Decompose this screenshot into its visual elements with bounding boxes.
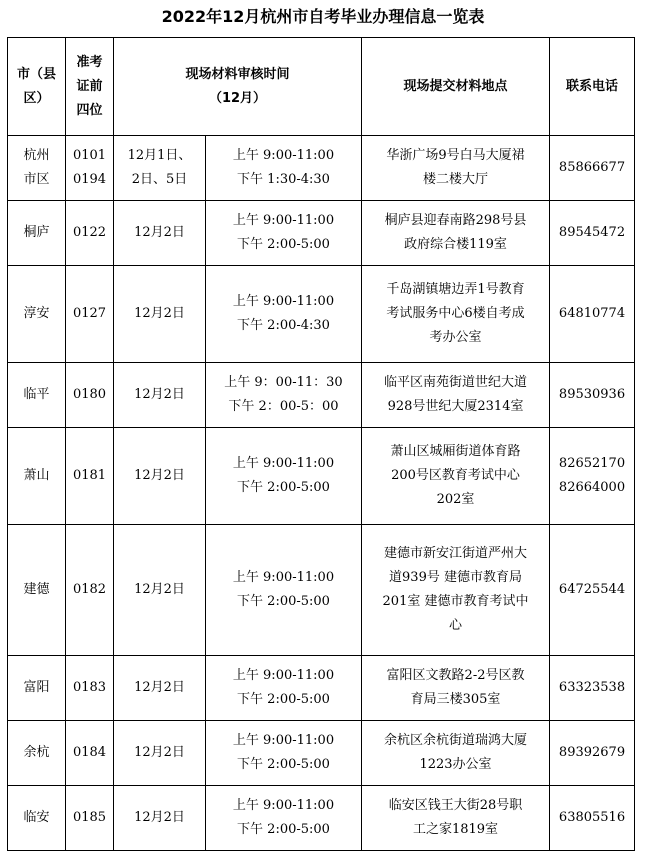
cell-hours	[206, 428, 362, 525]
header-prefix-line: 四位	[76, 102, 103, 118]
cell-city-line: 余杭	[23, 745, 50, 760]
cell-phone-line: 63323538	[558, 680, 626, 695]
cell-hours-line: 上午 9:00-11:00	[232, 148, 335, 163]
cell-prefix-line: 0184	[72, 745, 107, 760]
cell-hours-line: 下午 1:30-4:30	[237, 172, 330, 187]
cell-hours-line: 下午 2:00-5:00	[237, 594, 330, 609]
cell-place-line: 临平区南苑街道世纪大道	[384, 375, 528, 390]
table-row	[8, 786, 635, 851]
table-row	[8, 136, 635, 201]
cell-place-line: 千岛湖镇塘边弄1号教育	[386, 282, 525, 297]
cell-city-line: 淳安	[23, 306, 50, 321]
cell-city	[8, 363, 66, 428]
cell-prefix	[66, 136, 114, 201]
header-prefix	[66, 38, 114, 136]
cell-hours-line: 下午 2:00-4:30	[237, 318, 330, 333]
cell-date-line: 12月2日	[134, 680, 185, 695]
cell-hours-line: 上午 9:00-11:00	[232, 668, 335, 683]
cell-place-line: 临安区钱王大街28号职	[388, 798, 523, 813]
cell-hours-line: 上午 9：00-11：30	[224, 375, 343, 390]
cell-place-line: 华浙广场9号白马大厦裙	[386, 148, 525, 163]
cell-place-line: 楼二楼大厅	[423, 172, 489, 187]
cell-place-line: 1223办公室	[419, 757, 492, 772]
cell-place-line: 心	[449, 618, 463, 633]
cell-phone	[550, 136, 635, 201]
cell-date	[114, 266, 206, 363]
cell-date	[114, 363, 206, 428]
cell-date	[114, 136, 206, 201]
cell-prefix	[66, 428, 114, 525]
cell-city-line: 富阳	[23, 680, 50, 695]
cell-phone-line: 63805516	[558, 810, 626, 825]
header-time-line: （12月）	[208, 90, 267, 106]
cell-date-line: 2日、5日	[131, 172, 188, 187]
cell-date	[114, 428, 206, 525]
cell-date-line: 12月2日	[134, 582, 185, 597]
cell-place-line: 余杭区余杭街道瑞鸿大厦	[384, 733, 528, 748]
cell-prefix-line: 0182	[72, 582, 107, 597]
table-row	[8, 266, 635, 363]
table-row	[8, 721, 635, 786]
cell-place	[362, 201, 550, 266]
cell-date	[114, 201, 206, 266]
cell-prefix-line: 0185	[72, 810, 107, 825]
cell-phone	[550, 428, 635, 525]
header-phone: 联系电话	[550, 38, 635, 136]
table-row	[8, 656, 635, 721]
header-time	[114, 38, 362, 136]
cell-place	[362, 721, 550, 786]
cell-city-line: 临平	[23, 387, 50, 402]
cell-prefix-line: 0181	[72, 468, 107, 483]
cell-place	[362, 363, 550, 428]
cell-phone-line: 82664000	[558, 480, 626, 495]
cell-hours-line: 下午 2:00-5:00	[237, 480, 330, 495]
cell-place-line: 928号世纪大厦2314室	[387, 399, 524, 414]
cell-place-line: 考试服务中心6楼自考成	[386, 306, 525, 321]
cell-city	[8, 721, 66, 786]
cell-phone	[550, 721, 635, 786]
cell-phone	[550, 363, 635, 428]
cell-hours-line: 下午 2：00-5：00	[228, 399, 339, 414]
cell-place-line: 道939号 建德市教育局	[389, 570, 522, 585]
cell-hours	[206, 786, 362, 851]
cell-hours	[206, 721, 362, 786]
cell-date-line: 12月2日	[134, 810, 185, 825]
cell-phone-line: 89545472	[558, 225, 626, 240]
cell-place-line: 200号区教育考试中心	[391, 468, 520, 483]
cell-city	[8, 136, 66, 201]
cell-prefix	[66, 525, 114, 656]
cell-prefix	[66, 363, 114, 428]
cell-hours	[206, 136, 362, 201]
cell-date-line: 12月2日	[134, 468, 185, 483]
cell-hours-line: 上午 9:00-11:00	[232, 570, 335, 585]
cell-phone	[550, 525, 635, 656]
cell-place-line: 201室 建德市教育考试中	[382, 594, 529, 609]
table-row	[8, 428, 635, 525]
cell-hours	[206, 656, 362, 721]
cell-prefix-line: 0101	[72, 148, 107, 163]
page-title: 2022年12月杭州市自考毕业办理信息一览表	[161, 7, 485, 26]
cell-hours	[206, 525, 362, 656]
cell-place-line: 富阳区文教路2-2号区教	[386, 668, 525, 683]
cell-hours-line: 上午 9:00-11:00	[232, 798, 335, 813]
cell-city-line: 市区	[23, 172, 50, 187]
cell-prefix	[66, 201, 114, 266]
cell-city-line: 桐庐	[23, 225, 50, 240]
cell-date	[114, 721, 206, 786]
cell-date-line: 12月2日	[134, 745, 185, 760]
cell-prefix-line: 0122	[72, 225, 107, 240]
cell-prefix	[66, 721, 114, 786]
cell-hours-line: 下午 2:00-5:00	[237, 692, 330, 707]
cell-phone-line: 64810774	[558, 306, 626, 321]
cell-city	[8, 786, 66, 851]
cell-place	[362, 786, 550, 851]
cell-phone-line: 89530936	[558, 387, 626, 402]
cell-place-line: 育局三楼305室	[410, 692, 501, 707]
cell-prefix	[66, 786, 114, 851]
cell-place-line: 建德市新安江街道严州大	[384, 546, 528, 561]
cell-phone	[550, 656, 635, 721]
cell-date	[114, 525, 206, 656]
cell-place	[362, 525, 550, 656]
cell-place-line: 政府综合楼119室	[404, 237, 507, 252]
cell-place-line: 202室	[436, 492, 475, 507]
cell-prefix-line: 0127	[72, 306, 107, 321]
cell-city-line: 杭州	[23, 148, 50, 163]
cell-hours	[206, 266, 362, 363]
cell-hours-line: 上午 9:00-11:00	[232, 294, 335, 309]
cell-city-line: 建德	[23, 582, 50, 597]
cell-phone-line: 89392679	[558, 745, 626, 760]
cell-place	[362, 136, 550, 201]
table-row	[8, 363, 635, 428]
cell-phone-line: 85866677	[558, 160, 626, 175]
info-table	[7, 37, 635, 851]
cell-place	[362, 428, 550, 525]
cell-date	[114, 786, 206, 851]
cell-prefix	[66, 656, 114, 721]
header-row	[8, 38, 635, 136]
cell-prefix-line: 0194	[72, 172, 107, 187]
cell-phone-line: 82652170	[558, 456, 626, 471]
cell-city-line: 萧山	[23, 468, 50, 483]
table-body	[8, 136, 635, 851]
header-place: 现场提交材料地点	[362, 38, 550, 136]
header-city-line: 市（县	[16, 66, 56, 82]
cell-place-line: 考办公室	[429, 330, 482, 345]
cell-place	[362, 266, 550, 363]
cell-city	[8, 266, 66, 363]
cell-prefix-line: 0180	[72, 387, 107, 402]
cell-hours	[206, 201, 362, 266]
cell-phone	[550, 786, 635, 851]
cell-hours-line: 上午 9:00-11:00	[232, 456, 335, 471]
cell-prefix	[66, 266, 114, 363]
cell-phone	[550, 201, 635, 266]
cell-date-line: 12月1日、	[127, 148, 192, 163]
header-time-line: 现场材料审核时间	[185, 66, 290, 82]
cell-phone	[550, 266, 635, 363]
cell-place	[362, 656, 550, 721]
cell-hours-line: 下午 2:00-5:00	[237, 757, 330, 772]
cell-phone-line: 64725544	[558, 582, 626, 597]
cell-prefix-line: 0183	[72, 680, 107, 695]
table-row	[8, 525, 635, 656]
cell-date-line: 12月2日	[134, 225, 185, 240]
cell-city	[8, 525, 66, 656]
cell-city	[8, 656, 66, 721]
table-row	[8, 201, 635, 266]
cell-date-line: 12月2日	[134, 387, 185, 402]
cell-hours-line: 上午 9:00-11:00	[232, 733, 335, 748]
cell-place-line: 工之家1819室	[412, 822, 499, 837]
header-city-line: 区）	[23, 90, 50, 106]
cell-city-line: 临安	[23, 810, 50, 825]
cell-city	[8, 201, 66, 266]
cell-date-line: 12月2日	[134, 306, 185, 321]
cell-place-line: 桐庐县迎春南路298号县	[384, 213, 527, 228]
cell-hours	[206, 363, 362, 428]
header-prefix-line: 证前	[76, 78, 103, 94]
cell-city	[8, 428, 66, 525]
cell-hours-line: 上午 9:00-11:00	[232, 213, 335, 228]
cell-place-line: 萧山区城厢街道体育路	[390, 444, 521, 459]
header-city	[8, 38, 66, 136]
cell-hours-line: 下午 2:00-5:00	[237, 822, 330, 837]
cell-date	[114, 656, 206, 721]
header-prefix-line: 准考	[76, 54, 103, 70]
cell-hours-line: 下午 2:00-5:00	[237, 237, 330, 252]
